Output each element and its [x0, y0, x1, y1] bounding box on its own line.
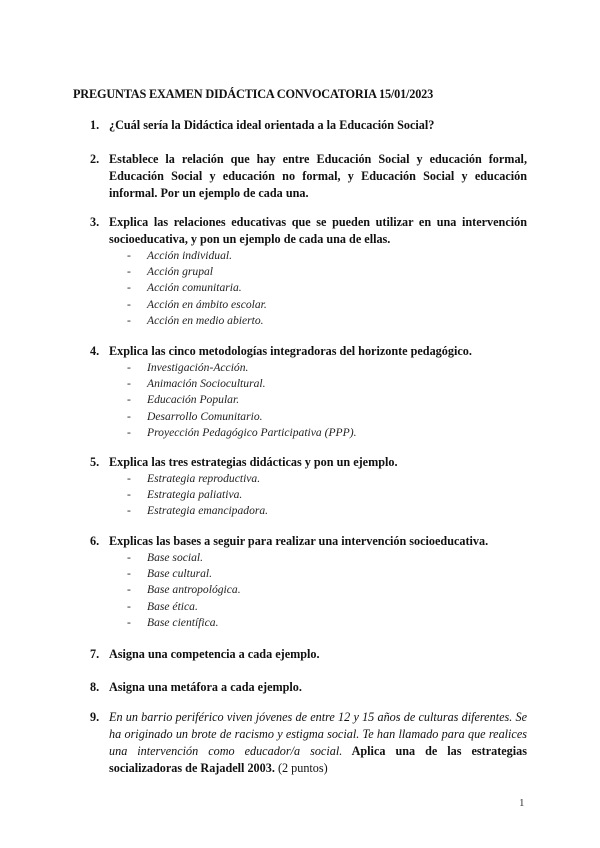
list-item: - Base científica.	[127, 615, 527, 631]
question-2	[90, 151, 527, 202]
question-number: 4.	[90, 344, 100, 358]
bullet-dash: -	[127, 297, 131, 311]
bullet-dash: -	[127, 361, 131, 374]
case-scenario-text: En un barrio periférico viven jóvenes de entre 12 y 15 años de culturas diferentes. Se ha originado un brote de racismo y estigma social. Te han llamado para que realices una intervención como educador/a social.	[109, 710, 527, 758]
list-item: - Estrategia paliativa.	[127, 487, 527, 503]
bullet-dash: -	[127, 583, 131, 597]
list-item: - Base social.	[127, 550, 527, 566]
bullet-dash: -	[127, 472, 131, 485]
list-item: - Educación Popular.	[127, 392, 527, 408]
question-9	[90, 709, 527, 777]
question-number: 6.	[90, 534, 100, 548]
question-text: Asigna una competencia a cada ejemplo.	[109, 647, 320, 661]
bullet-dash: -	[127, 281, 131, 295]
question-text: ¿Cuál sería la Didáctica ideal orientada a la Educación Social?	[109, 118, 435, 132]
question-text	[109, 709, 527, 777]
bullet-dash: -	[127, 615, 131, 629]
list-item: - Investigación-Acción.	[127, 360, 527, 376]
question-7	[90, 646, 527, 663]
question-text: Explica las relaciones educativas que se pueden utilizar en una intervención socioeducativa, y pon un ejemplo de cada una de ellas.	[109, 215, 527, 246]
question-text: Asigna una metáfora a cada ejemplo.	[109, 680, 302, 694]
bullet-dash: -	[127, 567, 131, 581]
question-number: 9.	[90, 710, 100, 724]
bullet-dash: -	[127, 409, 131, 423]
sub-list	[127, 471, 527, 520]
list-item: - Acción en ámbito escolar.	[127, 297, 527, 313]
sub-list	[127, 360, 527, 441]
list-item: - Base ética.	[127, 599, 527, 615]
question-text: Explica las cinco metodologías integradoras del horizonte pedagógico.	[109, 344, 472, 358]
question-number: 1.	[90, 118, 100, 132]
question-number: 7.	[90, 647, 100, 661]
bullet-dash: -	[127, 249, 131, 262]
bullet-dash: -	[127, 551, 131, 564]
list-item: - Acción en medio abierto.	[127, 313, 527, 329]
bullet-dash: -	[127, 313, 131, 327]
page-number: 1	[519, 797, 525, 809]
bullet-dash: -	[127, 504, 131, 518]
sub-list	[127, 550, 527, 631]
list-item: - Animación Sociocultural.	[127, 376, 527, 392]
document-title: PREGUNTAS EXAMEN DIDÁCTICA CONVOCATORIA 15/01/2023	[73, 87, 434, 101]
question-text: Establece la relación que hay entre Educación Social y educación formal, Educación Social y educación no formal, y Educación Social y educación informal. Por un ejemplo de cada una.	[109, 152, 527, 200]
list-item: - Acción comunitaria.	[127, 280, 527, 296]
bullet-dash: -	[127, 265, 131, 279]
list-item: - Acción grupal	[127, 264, 527, 280]
bullet-dash: -	[127, 425, 131, 439]
sub-list	[127, 248, 527, 329]
question-number: 2.	[90, 152, 100, 166]
points-label: (2 puntos)	[277, 761, 328, 775]
question-number: 8.	[90, 680, 100, 694]
question-number: 3.	[90, 215, 100, 229]
task-instruction: Aplica una de las estrategias socializadoras de Rajadell 2003.	[109, 744, 528, 775]
question-3	[90, 214, 527, 329]
bullet-dash: -	[127, 393, 131, 407]
question-5	[90, 454, 527, 520]
question-text: Explica las tres estrategias didácticas y pon un ejemplo.	[109, 455, 398, 469]
question-text: Explicas las bases a seguir para realizar una intervención socioeducativa.	[109, 534, 489, 548]
bullet-dash: -	[127, 599, 131, 613]
question-1	[90, 117, 527, 134]
list-item: - Acción individual.	[127, 248, 527, 264]
bullet-dash: -	[127, 488, 131, 502]
list-item: - Estrategia reproductiva.	[127, 471, 527, 487]
list-item: - Base antropológica.	[127, 582, 527, 598]
question-4	[90, 343, 527, 441]
question-8	[90, 679, 527, 696]
question-number: 5.	[90, 455, 100, 469]
list-item: - Base cultural.	[127, 566, 527, 582]
list-item: - Proyección Pedagógico Participativa (PPP).	[127, 425, 527, 441]
bullet-dash: -	[127, 377, 131, 391]
list-item: - Desarrollo Comunitario.	[127, 409, 527, 425]
list-item: - Estrategia emancipadora.	[127, 503, 527, 519]
question-6	[90, 533, 527, 631]
